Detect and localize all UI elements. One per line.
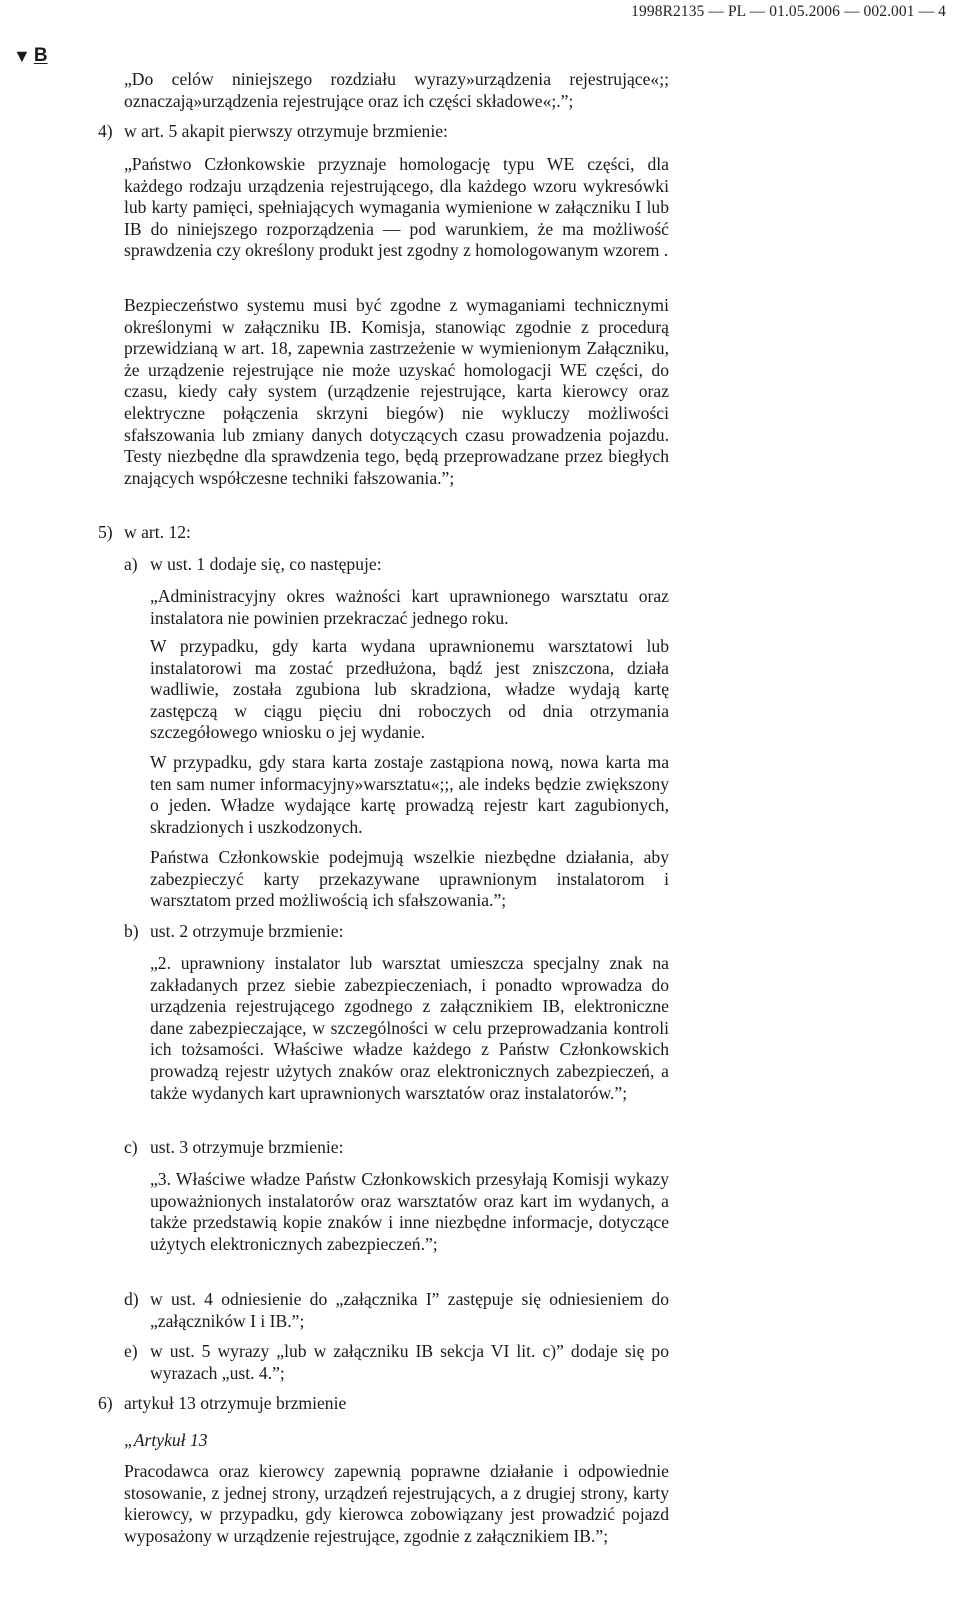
amendment-marker [13,45,48,67]
article-title: „Artykuł 13 [124,1430,208,1450]
subitem-letter: a) [124,554,138,574]
quoted-paragraph: W przypadku, gdy karta wydana uprawnionemu warsztatowi lub instalatorowi ma zostać przedłużona, bądź jest zniszczona, działa wadliwie, została zgubiona lub skradziona, władze wydają kartę zastępczą w ciągu pięciu dni roboczych od dnia otrzymania szczegółowego wniosku o jej wydanie. [150,636,669,743]
item-number: 5) [98,522,113,542]
item-text: artykuł 13 otrzymuje brzmienie [124,1393,347,1413]
item-number: 4) [98,121,113,141]
quoted-paragraph: W przypadku, gdy stara karta zostaje zastąpiona nową, nowa karta ma ten sam numer informacyjny»warsztatu«;;, ale indeks będzie zwiększony o jeden. Władze wydające kartę prowadzą rejestr kart zagubionych, skradzionych i uszkodzonych. [150,752,669,837]
subitem-letter: b) [124,921,139,941]
item-text: w art. 5 akapit pierwszy otrzymuje brzmienie: [124,121,448,141]
quoted-paragraph: Pracodawca oraz kierowcy zapewnią poprawne działanie i odpowiednie stosowanie, z jednej strony, urządzeń rejestrujących, a z drugiej strony, karty kierowcy, w przypadku, gdy kierowca zobowiązany jest prowadzić pojazd wyposażony w urządzenie rejestrujące, zgodnie z załącznikiem IB.”; [124,1461,669,1546]
subitem-text: ust. 3 otrzymuje brzmienie: [150,1137,344,1157]
quoted-paragraph: „Administracyjny okres ważności kart uprawnionego warsztatu oraz instalatora nie powinien przekraczać jednego roku. [150,586,669,628]
quoted-paragraph: „Państwo Członkowskie przyznaje homologację typu WE części, dla każdego rodzaju urządzenia rejestrującego, dla każdego wzoru wykresówki lub karty pamięci, spełniających wymagania wymienione w załączniku I lub IB do niniejszego rozporządzenia — pod warunkiem, że ma możliwość sprawdzenia czy określony produkt jest zgodny z homologowanym wzorem . [124,154,669,261]
subitem-text: w ust. 4 odniesienie do „załącznika I” zastępuje się odniesieniem do „załączników I i IB.”; [150,1289,669,1331]
subitem-text: ust. 2 otrzymuje brzmienie: [150,921,344,941]
subitem-text: w ust. 5 wyrazy „lub w załączniku IB sekcja VI lit. c)” dodaje się po wyrazach „ust. 4.”; [150,1341,669,1383]
item-text: w art. 12: [124,522,191,542]
triangle-down-icon: ▼ [13,45,31,66]
amendment-marker-letter: B [33,45,48,66]
quoted-paragraph: Bezpieczeństwo systemu musi być zgodne z wymaganiami technicznymi określonymi w załączniku IB. Komisja, stanowiąc zgodnie z procedurą przewidzianą w art. 18, zapewnia zastrzeżenie w wymienionym Załączniku, że urządzenie rejestrujące nie może uzyskać homologacji WE części, do czasu, kiedy cały system (urządzenie rejestrujące, karta kierowcy oraz elektryczne połączenia skrzyni biegów) nie wykluczy możliwości sfałszowania lub zmiany danych dotyczących czasu prowadzenia pojazdu. Testy niezbędne dla sprawdzenia tego, będą przeprowadzane przez biegłych znających współczesne techniki fałszowania.”; [124,295,669,488]
document-reference-header: 1998R2135 — PL — 01.05.2006 — 002.001 — 4 [631,3,946,20]
subitem-letter: c) [124,1137,138,1157]
subitem-text: w ust. 1 dodaje się, co następuje: [150,554,382,574]
quoted-paragraph: „3. Właściwe władze Państw Członkowskich przesyłają Komisji wykazy upoważnionych instalatorów oraz warsztatów oraz kart im wydanych, a także przedstawią kopie znaków i inne niezbędne informacje, dotyczące użytych elektronicznych zabezpieczeń.”; [150,1169,669,1254]
subitem-letter: e) [124,1341,138,1361]
item-number: 6) [98,1393,113,1413]
quoted-paragraph: Państwa Członkowskie podejmują wszelkie niezbędne działania, aby zabezpieczyć karty przekazywane uprawnionym instalatorom i warsztatom przed możliwością ich sfałszowania.”; [150,847,669,911]
subitem-letter: d) [124,1289,139,1309]
quoted-paragraph: „2. uprawniony instalator lub warsztat umieszcza specjalny znak na zakładanych przez siebie zabezpieczeniach, i ponadto wprowadza do urządzenia rejestrującego zgodnego z załącznikiem IB, elektroniczne dane zabezpieczające, w szczególności w celu przeprowadzania kontroli ich tożsamości. Właściwe władze każdego z Państw Członkowskich prowadzą rejestr użytych znaków oraz elektronicznych zabezpieczeń, a także wydanych kart uprawnionych warsztatów oraz instalatorów.”; [150,953,669,1103]
intro-paragraph: „Do celów niniejszego rozdziału wyrazy»urządzenia rejestrujące«;; oznaczają»urządzenia rejestrujące oraz ich części składowe«;.”; [124,69,669,111]
